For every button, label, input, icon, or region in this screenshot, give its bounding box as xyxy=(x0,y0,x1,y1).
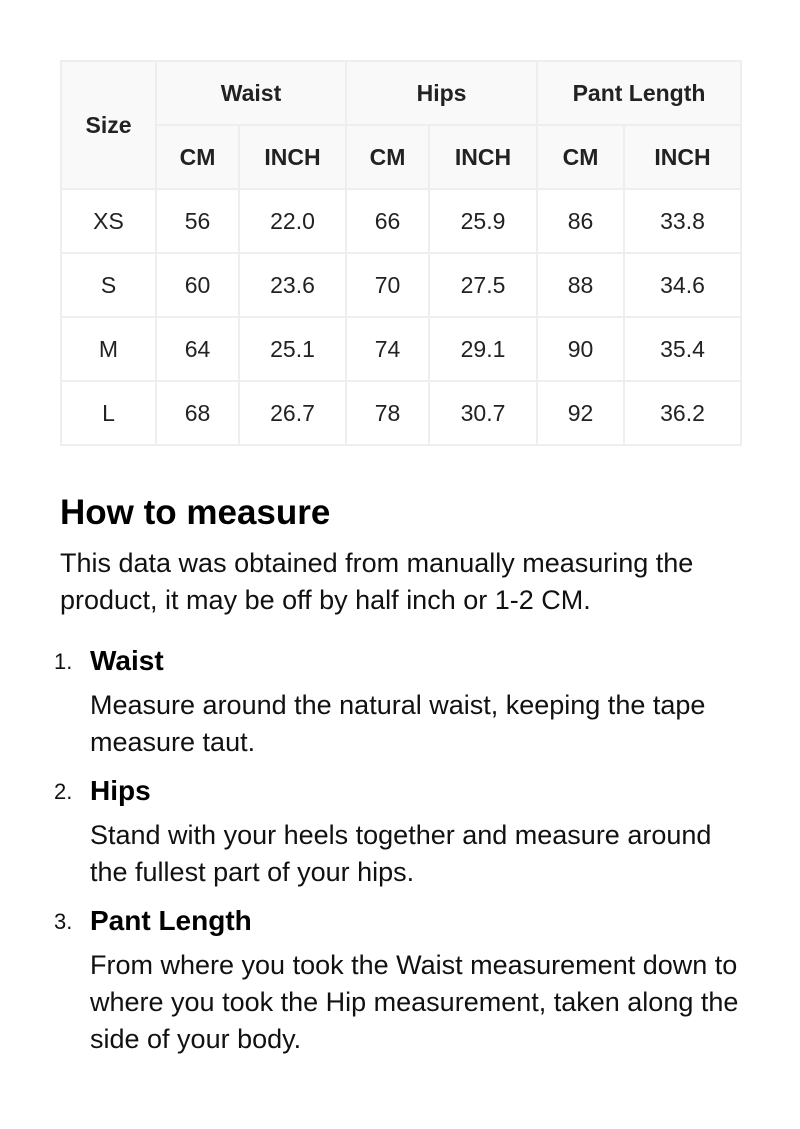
page xyxy=(54,60,740,1072)
table-row xyxy=(61,381,741,445)
step-number: 2. xyxy=(54,779,73,804)
table-cell: 25.1 xyxy=(239,317,346,381)
unit-header: CM xyxy=(156,125,239,189)
step-waist xyxy=(54,645,740,761)
table-cell: 36.2 xyxy=(624,381,741,445)
table-row xyxy=(61,189,741,253)
size-chart-table xyxy=(60,60,742,446)
step-pant-length xyxy=(54,905,740,1058)
table-cell: 29.1 xyxy=(429,317,537,381)
step-title: Pant Length xyxy=(90,905,252,936)
unit-header-row xyxy=(61,125,741,189)
group-header-row xyxy=(61,61,741,125)
section-title: How to measure xyxy=(60,493,331,532)
table-cell: 27.5 xyxy=(429,253,537,317)
group-header-hips: Hips xyxy=(346,61,537,125)
table-cell: 66 xyxy=(346,189,429,253)
size-cell: M xyxy=(61,317,156,381)
table-cell: 30.7 xyxy=(429,381,537,445)
unit-header: INCH xyxy=(239,125,346,189)
table-cell: 88 xyxy=(537,253,624,317)
unit-header: CM xyxy=(537,125,624,189)
table-cell: 70 xyxy=(346,253,429,317)
table-cell: 33.8 xyxy=(624,189,741,253)
size-cell: S xyxy=(61,253,156,317)
group-header-pant-length: Pant Length xyxy=(537,61,741,125)
unit-header: INCH xyxy=(624,125,741,189)
table-cell: 86 xyxy=(537,189,624,253)
table-row xyxy=(61,253,741,317)
table-cell: 78 xyxy=(346,381,429,445)
unit-header: INCH xyxy=(429,125,537,189)
table-cell: 56 xyxy=(156,189,239,253)
unit-header: CM xyxy=(346,125,429,189)
table-cell: 23.6 xyxy=(239,253,346,317)
table-row xyxy=(61,317,741,381)
group-header-waist: Waist xyxy=(156,61,346,125)
step-number: 3. xyxy=(54,909,73,934)
step-description: From where you took the Waist measurement down to where you took the Hip measurement, taken along the side of your body. xyxy=(90,950,739,1054)
step-title: Waist xyxy=(90,645,164,676)
step-description: Stand with your heels together and measure around the fullest part of your hips. xyxy=(90,820,712,887)
table-cell: 64 xyxy=(156,317,239,381)
size-header: Size xyxy=(61,61,156,189)
intro-text: This data was obtained from manually measuring the product, it may be off by half inch or 1-2 CM. xyxy=(60,548,694,615)
table-cell: 90 xyxy=(537,317,624,381)
size-cell: L xyxy=(61,381,156,445)
table-cell: 60 xyxy=(156,253,239,317)
table-cell: 26.7 xyxy=(239,381,346,445)
step-title: Hips xyxy=(90,775,151,806)
table-cell: 68 xyxy=(156,381,239,445)
step-description: Measure around the natural waist, keeping the tape measure taut. xyxy=(90,690,706,757)
table-cell: 34.6 xyxy=(624,253,741,317)
size-cell: XS xyxy=(61,189,156,253)
table-cell: 25.9 xyxy=(429,189,537,253)
measure-steps xyxy=(54,645,740,1058)
table-cell: 22.0 xyxy=(239,189,346,253)
table-cell: 35.4 xyxy=(624,317,741,381)
step-number: 1. xyxy=(54,649,73,674)
table-cell: 92 xyxy=(537,381,624,445)
step-hips xyxy=(54,775,740,891)
table-cell: 74 xyxy=(346,317,429,381)
